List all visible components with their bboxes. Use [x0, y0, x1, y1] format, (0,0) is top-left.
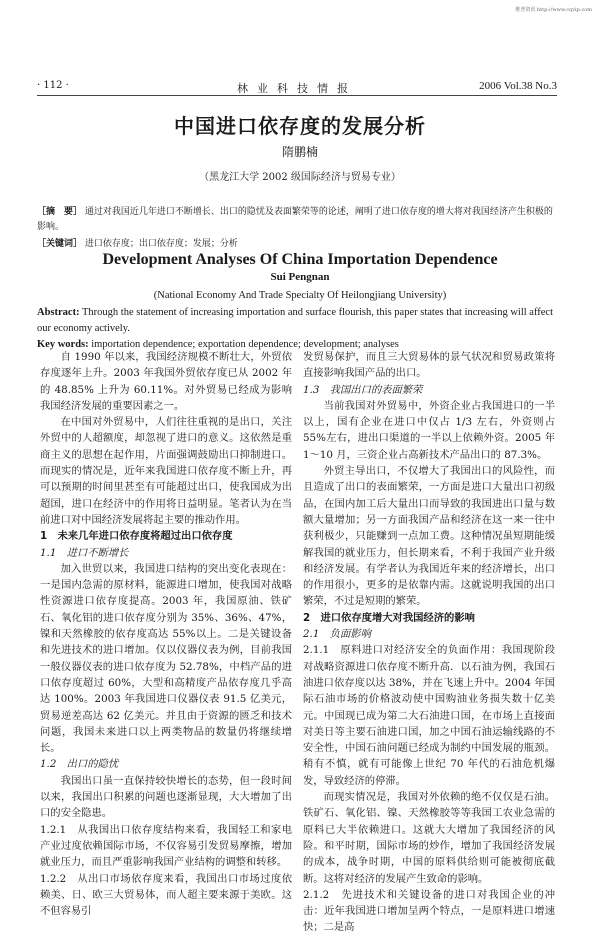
journal-name: 林业科技情报 [237, 82, 357, 95]
paragraph: 在中国对外贸易中，人们往往重视的是出口，关注外贸中的人超额度，却忽视了进口的意义。这依然是重商主义的思想在起作用，片面强调鼓励出口抑制进口。而现实的情况是，近年来我国进口依存度不断上升，再可以预期的时间里甚至有可能超过出口，使我国成为出超国，进口在经济中的作用将日益明显。笔者认为在当前进口对中国经济发展将起主要的推动作用。 [40, 416, 292, 526]
english-affiliation: (National Economy And Trade Specialty Of Heilongjiang University) [153, 290, 447, 301]
watermark: 维普资讯 http://www.cqvip.com [515, 7, 592, 13]
paragraph: 发贸易保护，而且三大贸易体的景气状况和贸易政策将直接影响我国产品的出口。 [303, 351, 555, 380]
paragraph: 自 1990 年以来，我国经济规模不断壮大，外贸依存度逐年上升。2003 年我国外贸依存度已从 2002 年的 48.85% 上升为 60.11%。对外贸易已经成为影响我国经济发展的重要因素之一。 [40, 351, 292, 412]
paragraph: 1.2.2 从出口市场依存度来看，我国出口市场过度依赖美、日、欧三大贸易体，而人超主要来源于美欧。这不但容易引 [40, 872, 292, 918]
paragraph: 加入世贸以来，我国进口结构的突出变化表现在：一是国内急需的原材料，能源进口增加，使我国对战略性资源进口依存度提高。2003 年，我国原油、铁矿石、氧化铝的进口依存度分别为 35%、36%、47%，镍和天然橡胶的依存度高达 55%以上。二是关键设备和先进技术的进口增加。仅以仪器仪表为例，目前我国一般仪器仪表的进口依存度为 52.78%，中档产品的进口依存度超过 60%，大型和高精度产品依存度几乎高达 100%。2003 年我国进口仪器仪表 91.5 亿美元，贸易逆差高达 62 亿美元。并且由于资源的匮乏和技术问题，我国未来进口以上两类物品的数量仍将继续增长。 [40, 562, 292, 755]
abstract [37, 205, 557, 235]
subsection-heading: 1.2 出口的隐忧 [40, 758, 119, 771]
subsection-heading: 1.3 我国出口的表面繁荣 [303, 383, 423, 396]
english-title: Development Analyses Of China Importation Dependence [102, 251, 498, 268]
keywords-text: 进口依存度；出口依存度；发展；分析 [84, 239, 238, 249]
section-heading: 1 未来几年进口依存度将超过出口依存度 [40, 530, 233, 543]
paragraph: 我国出口虽一直保持较快增长的态势，但一段时间以来，我国出口积累的问题也逐渐显现，大大增加了出口的安全隐患。 [40, 774, 292, 820]
english-abstract [37, 305, 557, 353]
page-number: · 112 · [37, 80, 69, 91]
paragraph: 2.1.2 先进技术和关键设备的进口对我国企业的冲击：近年我国进口增加呈两个特点，一是原料进口增速快；二是高 [303, 888, 555, 934]
affiliation: （黑龙江大学 2002 级国际经济与贸易专业） [199, 172, 401, 183]
section-heading: 2 进口依存度增大对我国经济的影响 [303, 611, 475, 624]
abstract-label: ［摘 要］ [37, 207, 83, 217]
abstract-text: 通过对我国近几年进口不断增长、出口的隐忧及表面繁荣等的论述，阐明了进口依存度的增大将对我国经济产生积极的影响。 [37, 207, 553, 232]
keywords-label: ［关键词］ [37, 239, 83, 249]
subsection-heading: 1.1 进口不断增长 [40, 546, 129, 559]
body-column-left [40, 349, 292, 919]
running-header [37, 80, 557, 96]
paragraph: 外贸主导出口，不仅增大了我国出口的风险性，而且造成了出口的表面繁荣，一方面是进口大量出口初级品，在国内加工后大量出口而导致的我国进出口量与数额大量增加；另一方面我国产品和经济在这一来一往中获利极少，只能赚到一点加工费。这种情况虽短期能缓解我国的就业压力，但长期来看，不利于我国产业升级和经济发展。有学者认为我国近年来的经济增长，出口的作用很小，更多的是依靠内需。这就说明我国的出口繁荣，不过是短期的繁荣。 [303, 465, 555, 608]
author: 隋鹏楠 [281, 145, 318, 159]
english-keywords-text: importation dependence; exportation dependence; development; analyses [91, 339, 399, 350]
keywords [37, 237, 557, 252]
paper-title: 中国进口依存度的发展分析 [174, 114, 426, 138]
english-author: Sui Pengnan [270, 271, 330, 283]
english-abstract-text: Through the statement of increasing importation and surface flourish, this paper states that increasing will affect our economy actively. [37, 307, 554, 334]
body-column-right [303, 349, 555, 936]
paragraph: 当前我国对外贸易中，外资企业占我国进口的一半以上，国有企业在进口中仅占 1/3 左右，外资则占 55%左右，进出口渠道的一半以上依赖外资。2005 年 1～10 月，三资企业占高新技术产品出口的 87.3%。 [303, 399, 555, 461]
paragraph: 而现实情况是，我国对外依赖的绝不仅仅是石油。铁矿石、氧化铝、镍、天然橡胶等等我国工农业急需的原料已大半依赖进口。这就大大增加了我国经济的风险。和平时期，国际市场的炒作，增加了我国经济发展的成本，战争时期，中国的原料供给则可能被彻底截断。这将对经济的发展产生致命的影响。 [303, 791, 555, 885]
paragraph: 1.2.1 从我国出口依存度结构来看，我国轻工和家电产业过度依赖国际市场，不仅容易引发贸易摩擦，增加就业压力，而且严重影响我国产业结构的调整和转移。 [40, 823, 292, 869]
english-abstract-label: Abstract: [37, 307, 80, 318]
subsection-heading: 2.1 负面影响 [303, 628, 371, 641]
english-keywords-label: Key words: [37, 339, 89, 350]
paragraph: 2.1.1 原料进口对经济安全的负面作用：我国现阶段对战略资源进口依存度不断升高．以石油为例，我国石油进口依存度以达 38%，并在飞速上升中。2004 年国际石油市场的价格波动使中国购油业务损失数十亿美元。中国现已成为第二大石油进口国，在市场上直接面对美日等主要石油进口国，加之中国石油运输线路的不安全性，中国石油问题已经成为制约中国发展的瓶颈。稍有不慎，就有可能像上世纪 70 年代的石油危机爆发，导致经济的停滞。 [303, 644, 555, 787]
volume-info: 2006 Vol.38 No.3 [479, 80, 557, 92]
